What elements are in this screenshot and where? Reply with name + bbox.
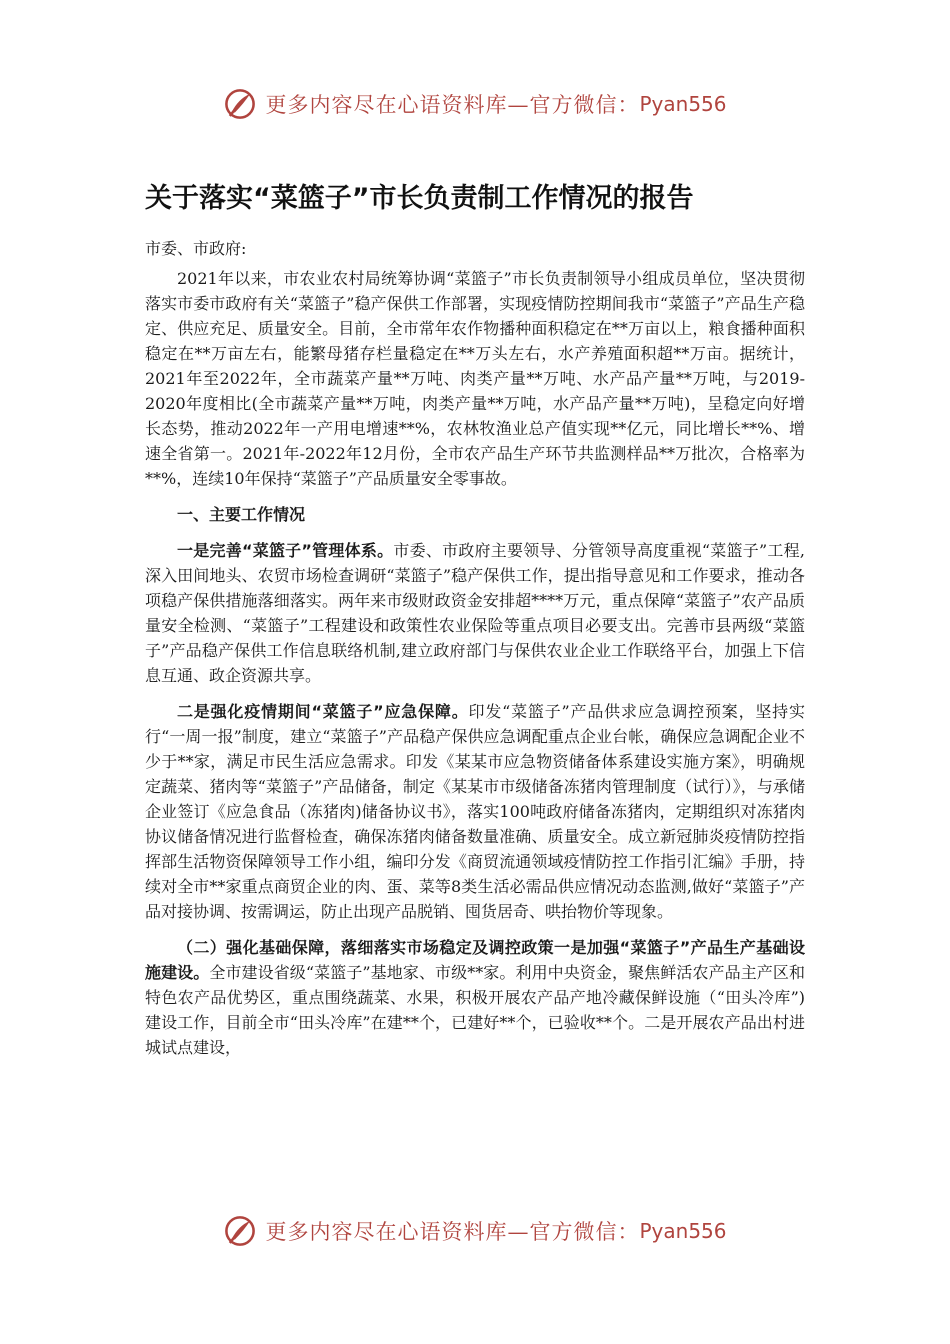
footer-banner-text: 更多内容尽在心语资料库—官方微信： — [265, 1220, 640, 1244]
document-title: 关于落实“菜篮子”市长负责制工作情况的报告 — [145, 183, 694, 214]
header-banner-id: Pyan556 — [639, 92, 727, 116]
header-banner-text: 更多内容尽在心语资料库—官方微信： — [265, 93, 640, 117]
paragraph-3 — [145, 935, 805, 1060]
document-body — [145, 266, 805, 1060]
header-watermark — [0, 84, 950, 124]
intro-paragraph: 2021年以来，市农业农村局统筹协调“菜篮子”市长负责制领导小组成员单位，坚决贯彻落实市委市政府有关“菜篮子”稳产保供工作部署，实现疫情防控期间我市“菜篮子”产品生产稳定、供应充足、质量安全。目前，全市常年农作物播种面积稳定在**万亩以上，粮食播种面积稳定在**万亩左右，能繁母猪存栏量稳定在**万头左右，水产养殖面积超**万亩。据统计，2021年至2022年，全市蔬菜产量**万吨、肉类产量**万吨、水产品产量**万吨，与2019-2020年度相比(全市蔬菜产量**万吨，肉类产量**万吨，水产品产量**万吨)，呈稳定向好增长态势，推动2022年一产用电增速**%，农林牧渔业总产值实现**亿元，同比增长**%、增速全省第一。2021年-2022年12月份，全市农产品生产环节共监测样品**万批次，合格率为**%，连续10年保持“菜篮子”产品质量安全零事故。 — [145, 269, 805, 488]
paragraph-3-lead: （二）强化基础保障，落细落实市场稳定及调控政策一是加强“菜篮子”产品生产基础设施建设。 — [145, 938, 805, 982]
paragraph-1-body: 市委、市政府主要领导、分管领导高度重视“菜篮子”工程,深入田间地头、农贸市场检查调研“菜篮子”稳产保供工作，提出指导意见和工作要求，推动各项稳产保供措施落细落实。两年来市级财政资金安排超****万元，重点保障“菜篮子”农产品质量安全检测、“菜篮子”工程建设和政策性农业保险等重点项目必要支出。完善市县两级“菜篮子”产品稳产保供工作信息联络机制,建立政府部门与保供农业企业工作联络平台，加强上下信息互通、政企资源共享。 — [145, 541, 805, 685]
paragraph-3-body: 全市建设省级“菜篮子”基地家、市级**家。利用中央资金，聚焦鲜活农产品主产区和特色农产品优势区，重点围绕蔬菜、水果，积极开展农产品产地冷藏保鲜设施（“田头冷库”)建设工作，目前全市“田头冷库”在建**个，已建好**个，已验收**个。二是开展农产品出村进城试点建设， — [145, 963, 805, 1057]
paragraph-2-body: 印发“菜篮子”产品供求应急调控预案，坚持实行“一周一报”制度，建立“菜篮子”产品稳产保供应急调配重点企业台帐，确保应急调配企业不少于**家，满足市民生活应急需求。印发《某某市应急物资储备体系建设实施方案》，明确规定蔬菜、猪肉等“菜篮子”产品储备，制定《某某市市级储备冻猪肉管理制度（试行）》，与承储企业签订《应急食品（冻猪肉)储备协议书》，落实100吨政府储备冻猪肉，定期组织对冻猪肉协议储备情况进行监督检查，确保冻猪肉储备数量准确、质量安全。成立新冠肺炎疫情防控指挥部生活物资保障领导工作小组，编印分发《商贸流通领域疫情防控工作指引汇编》手册，持续对全市**家重点商贸企业的肉、蛋、菜等8类生活必需品供应情况动态监测,做好“菜篮子”产品对接协调、按需调运，防止出现产品脱销、囤货居奇、哄抬物价等现象。 — [145, 702, 805, 921]
section-heading: 一、主要工作情况 — [177, 505, 306, 524]
brand-logo-icon — [223, 1214, 257, 1248]
salutation: 市委、市政府: — [145, 239, 247, 258]
footer-watermark — [0, 1211, 950, 1251]
paragraph-2 — [145, 699, 805, 924]
brand-logo-icon — [223, 87, 257, 121]
paragraph-1-lead: 一是完善“菜篮子”管理体系。 — [177, 541, 394, 560]
paragraph-1 — [145, 538, 805, 688]
footer-banner-id: Pyan556 — [639, 1219, 727, 1243]
paragraph-2-lead: 二是强化疫情期间“菜篮子”应急保障。 — [177, 702, 469, 721]
